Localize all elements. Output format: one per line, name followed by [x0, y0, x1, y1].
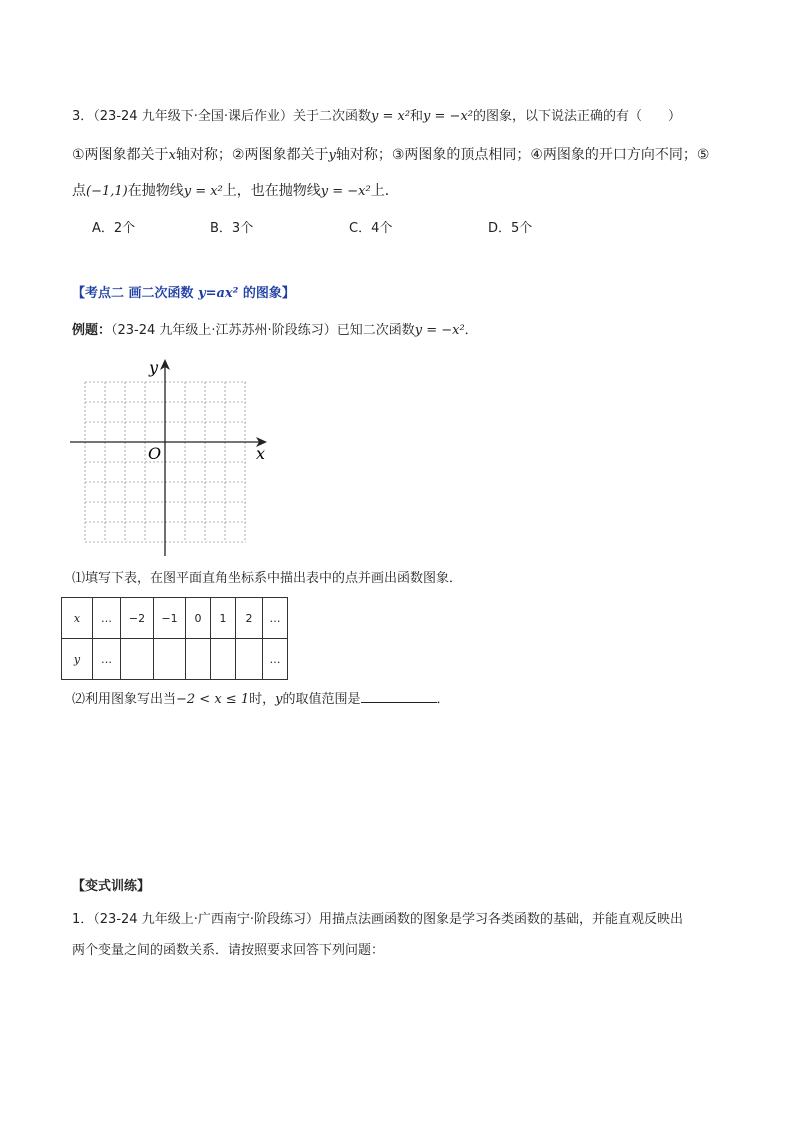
statement-5-text-2: 在抛物线: [127, 183, 184, 199]
table-cell: …: [93, 598, 121, 639]
section-heading: [72, 284, 295, 304]
table-cell: 0: [186, 598, 211, 639]
table-input-cell[interactable]: [236, 639, 263, 680]
statement-2: 轴对称；②两图象都关于: [175, 147, 329, 163]
var-y: y: [328, 148, 336, 163]
var-x: x: [168, 148, 176, 163]
option-c[interactable]: C．4个: [349, 221, 393, 236]
answer-options: [0, 219, 794, 239]
question-text-end: 的图象，以下说法正确的有（ ）: [472, 109, 681, 124]
table-cell: …: [263, 639, 288, 680]
question-3-line-1: [72, 107, 681, 127]
question-3-line-2: [72, 145, 709, 166]
statement-1: ①两图象都关于: [72, 147, 169, 163]
table-input-cell[interactable]: [121, 639, 154, 680]
section-heading-suffix: 的图象】: [238, 286, 295, 301]
table-input-cell[interactable]: [211, 639, 236, 680]
part-2-end: ．: [436, 692, 450, 707]
table-cell: …: [93, 639, 121, 680]
practice-number: 1．: [72, 912, 94, 927]
table-cell: …: [263, 598, 288, 639]
point-coordinates: (−1,1): [86, 184, 128, 199]
table-row-y: [62, 639, 288, 680]
part-2-text-2: 时，: [249, 692, 276, 707]
table-cell: −1: [154, 598, 186, 639]
part-2-text-1: ⑵利用图象写出当: [72, 692, 177, 707]
option-d[interactable]: D．5个: [488, 221, 533, 236]
statement-5-text-3: 上，也在抛物线: [222, 183, 321, 199]
table-cell: x: [62, 598, 93, 639]
answer-blank[interactable]: [361, 688, 437, 703]
practice-source: （23-24 九年级上·广西南宁·阶段练习）: [93, 912, 319, 927]
coordinate-grid: [66, 356, 276, 560]
question-3-line-3: [72, 181, 399, 202]
value-table: [61, 597, 288, 680]
part-2-text-3: 的取值范围是: [282, 692, 361, 707]
table-cell: 2: [236, 598, 263, 639]
practice-line-1: [72, 910, 683, 930]
section-heading-prefix: 【考点二 画二次函数: [72, 286, 199, 301]
equation-y-x-squared-2: y = x²: [183, 184, 223, 199]
table-input-cell[interactable]: [154, 639, 186, 680]
y-axis-label: y: [149, 358, 159, 377]
example-end: ．: [464, 323, 478, 338]
origin-label: O: [148, 444, 162, 463]
statement-5-text: 点: [72, 183, 86, 199]
equation-y-neg-x-squared: y = −x²: [423, 109, 473, 124]
option-a[interactable]: A．2个: [92, 221, 136, 236]
example-text: 已知二次函数: [336, 323, 415, 338]
table-cell: y: [62, 639, 93, 680]
table-row-x: [62, 598, 288, 639]
practice-text-1: 用描点法画函数的图象是学习各类函数的基础，并能直观反映出: [318, 912, 683, 927]
practice-heading: 【变式训练】: [72, 879, 151, 894]
example-source: （23-24 九年级上·江苏苏州·阶段练习）: [111, 323, 337, 338]
option-b[interactable]: B．3个: [210, 221, 254, 236]
question-text-and: 和: [410, 109, 424, 124]
equation-y-neg-x-squared-2: y = −x²: [320, 184, 371, 199]
statement-5-text-4: 上．: [370, 183, 399, 199]
part-2-text: [72, 688, 450, 710]
var-y-2: y: [275, 692, 283, 707]
x-axis-label: x: [256, 444, 266, 463]
part-1-text: ⑴填写下表，在图平面直角坐标系中描出表中的点并画出函数图象．: [72, 571, 463, 586]
question-number: 3．: [72, 109, 94, 124]
question-text: 关于二次函数: [292, 109, 371, 124]
equation-y-x-squared: y = x²: [370, 109, 411, 124]
statement-3-5: 轴对称；③两图象的顶点相同；④两图象的开口方向不同；⑤: [335, 147, 710, 163]
example-label: 例题：: [72, 323, 112, 338]
practice-line-2: 两个变量之间的函数关系．请按照要求回答下列问题：: [72, 943, 385, 958]
section-heading-math: y=ax²: [198, 286, 239, 301]
inequality: −2 < x ≤ 1: [176, 692, 250, 707]
table-cell: 1: [211, 598, 236, 639]
table-cell: −2: [121, 598, 154, 639]
example-line: [72, 321, 478, 341]
question-source: （23-24 九年级下·全国·课后作业）: [93, 109, 293, 124]
example-equation: y = −x²: [414, 323, 465, 338]
table-input-cell[interactable]: [186, 639, 211, 680]
